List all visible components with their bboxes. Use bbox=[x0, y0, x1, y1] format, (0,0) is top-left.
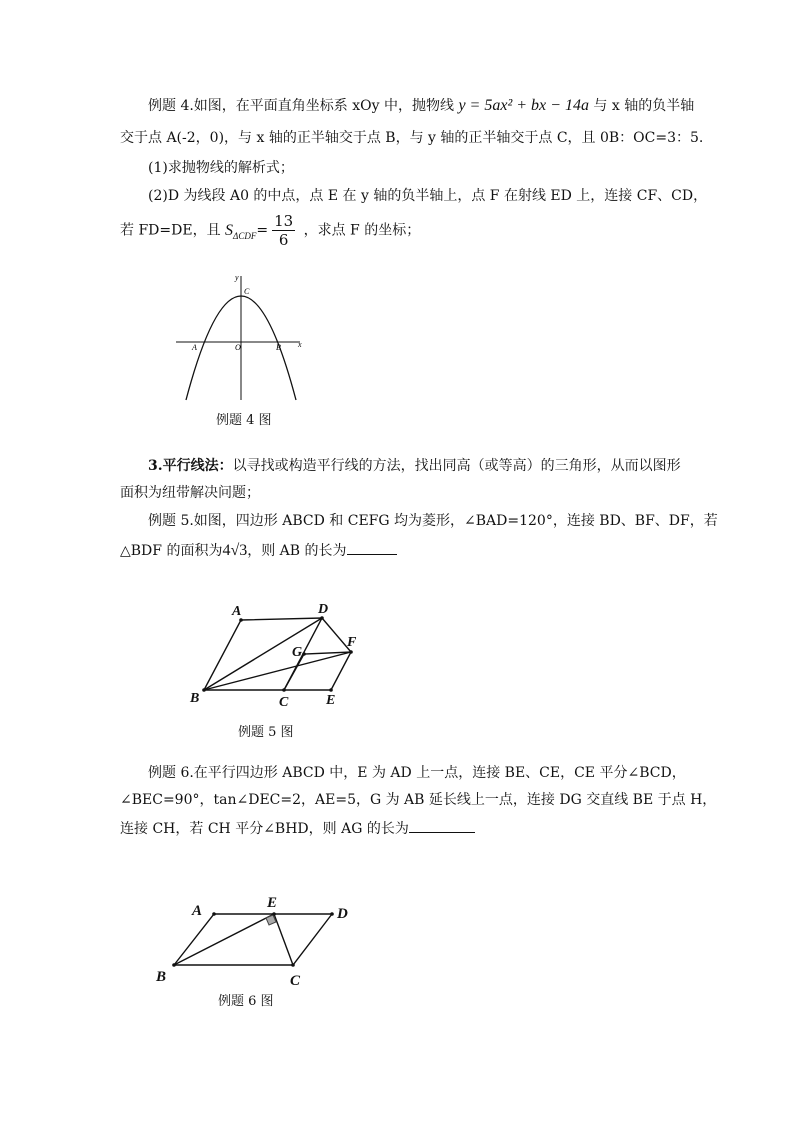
ex4-line1-post: 与 x 轴的负半轴 bbox=[593, 98, 695, 114]
ex4-question2-cont: 若 FD=DE，且 $S_{\Delta CDF}=$ $\frac{13}{6}$ ，求点 F 的坐标； bbox=[120, 212, 421, 249]
ex4-question2: (2)D 为线段 A0 的中点，点 E 在 y 轴的负半轴上，点 F 在射线 ED 上，连接 CF、CD， bbox=[148, 188, 708, 204]
method3-line1 bbox=[148, 456, 681, 476]
label-E: E bbox=[267, 895, 278, 911]
ex5-figure bbox=[184, 598, 374, 710]
ex6-figure bbox=[150, 890, 360, 990]
method3-title: 3.平行线法： bbox=[148, 458, 233, 474]
label-G: G bbox=[292, 645, 303, 660]
label-D: D bbox=[318, 602, 329, 617]
label-F: F bbox=[347, 635, 357, 650]
ex5-line1: 例题 5.如图，四边形 ABCD 和 CEFG 均为菱形，∠BAD=120°，连接 BD、BF、DF，若 bbox=[148, 513, 718, 529]
segment-BF bbox=[204, 652, 351, 690]
label-A: A bbox=[232, 604, 242, 619]
ex4-line1 bbox=[148, 96, 694, 116]
label-y: y bbox=[235, 273, 239, 282]
method3-line2: 面积为纽带解决问题； bbox=[120, 485, 260, 501]
segment-BE bbox=[174, 914, 274, 965]
segment-CE bbox=[274, 914, 293, 965]
ex4-question1: (1)求抛物线的解析式； bbox=[148, 160, 294, 176]
ex5-line2-post: ，则 AB 的长为 bbox=[247, 543, 347, 559]
ex5-caption: 例题 5 图 bbox=[238, 725, 294, 740]
area-symbol: $S_{\Delta CDF}$ bbox=[225, 221, 257, 241]
ex5-line2 bbox=[120, 540, 397, 561]
ex5-line2-pre: △BDF 的面积为 bbox=[120, 543, 223, 559]
method3-text1: 以寻找或构造平行线的方法，找出同高（或等高）的三角形，从而以图形 bbox=[232, 458, 681, 474]
label-A: A bbox=[192, 903, 203, 919]
label-B: B bbox=[156, 969, 167, 985]
ex6-line3 bbox=[120, 818, 475, 839]
ex5-area-value: 4√3 bbox=[222, 542, 248, 559]
label-A: A bbox=[192, 343, 197, 352]
ex4-q2b-post: ，求点 F 的坐标； bbox=[303, 222, 421, 239]
ex6-line1: 例题 6.在平行四边形 ABCD 中，E 为 AD 上一点，连接 BE、CE，CE 平分∠BCD， bbox=[148, 765, 686, 781]
ex5-answer-blank bbox=[347, 540, 397, 555]
ex6-line3-pre: 连接 CH，若 CH 平分∠BHD，则 AG 的长为 bbox=[120, 821, 409, 837]
label-B: B bbox=[190, 691, 200, 706]
label-B: B bbox=[276, 343, 281, 352]
ex4-figure bbox=[168, 270, 308, 402]
label-x: x bbox=[298, 340, 302, 349]
ex4-q2b-pre: 若 FD=DE，且 bbox=[120, 222, 221, 239]
ex4-line1-pre: 例题 4.如图，在平面直角坐标系 xOy 中，抛物线 bbox=[148, 98, 454, 114]
parallelogram-ABCD bbox=[174, 914, 332, 965]
label-C: C bbox=[279, 695, 289, 710]
ex6-caption: 例题 6 图 bbox=[218, 994, 274, 1009]
label-O: O bbox=[235, 343, 241, 352]
label-C: C bbox=[290, 973, 301, 989]
ex6-line2: ∠BEC=90°，tan∠DEC=2，AE=5，G 为 AB 延长线上一点，连接 DG 交直线 BE 于点 H， bbox=[120, 792, 717, 808]
ex4-caption: 例题 4 图 bbox=[216, 413, 272, 428]
ex4-line2: 交于点 A(-2，0)，与 x 轴的正半轴交于点 B，与 y 轴的正半轴交于点 C，且 0B：OC=3：5. bbox=[120, 130, 704, 146]
label-C: C bbox=[244, 287, 250, 296]
area-fraction: $\frac{13}{6}$ bbox=[274, 212, 294, 249]
ex6-answer-blank bbox=[409, 818, 475, 833]
label-E: E bbox=[326, 693, 336, 708]
label-D: D bbox=[337, 906, 348, 922]
ex4-formula: y = 5ax² + bx − 14a bbox=[458, 97, 589, 114]
